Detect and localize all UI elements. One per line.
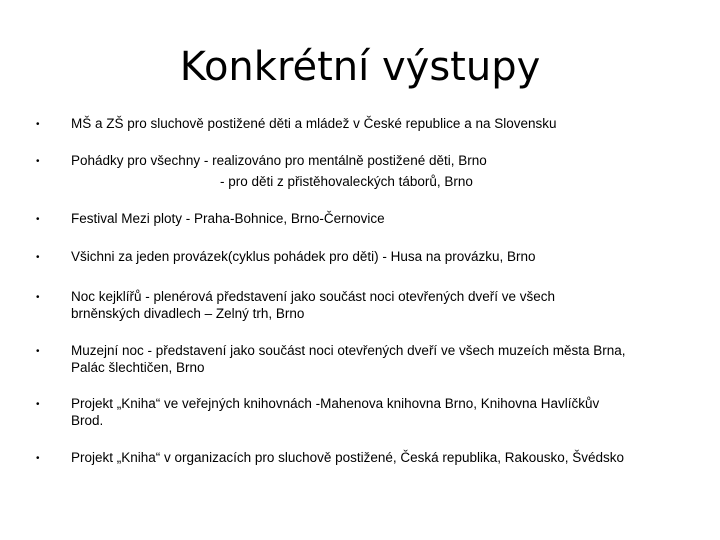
list-item-line: MŠ a ZŠ pro sluchově postižené děti a mládež v České republice a na Slovensku	[71, 116, 557, 131]
list-item-line: Brod.	[71, 413, 104, 428]
list-item-line: Všichni za jeden provázek(cyklus pohádek pro děti) - Husa na provázku, Brno	[71, 249, 536, 264]
bullet-icon: •	[36, 399, 40, 410]
list-item-line: Palác šlechtičen, Brno	[71, 360, 205, 375]
list-item-line: Muzejní noc - představení jako součást noci otevřených dveří ve všech muzeích města Brna,	[71, 343, 626, 358]
list-item-line: - pro děti z přistěhovaleckých táborů, Brno	[220, 174, 473, 189]
list-item-line: Festival Mezi ploty - Praha-Bohnice, Brno-Černovice	[71, 211, 385, 226]
bullet-icon: •	[36, 252, 40, 263]
bullet-icon: •	[36, 292, 40, 303]
list-item-text	[71, 342, 696, 376]
bullet-icon: •	[36, 453, 40, 464]
bullet-icon: •	[36, 214, 40, 225]
list-item-text	[71, 248, 696, 265]
list-item-text	[71, 210, 696, 227]
list-item-text	[71, 152, 696, 190]
bullet-icon: •	[36, 156, 40, 167]
list-item-line: Projekt „Kniha“ ve veřejných knihovnách -Mahenova knihovna Brno, Knihovna Havlíčkův	[71, 396, 600, 411]
list-item-line: Pohádky pro všechny - realizováno pro mentálně postižené děti, Brno	[71, 153, 487, 168]
bullet-icon: •	[36, 119, 40, 130]
list-item-text	[71, 395, 696, 429]
bullet-icon: •	[36, 346, 40, 357]
list-item-text	[71, 288, 696, 322]
list-item-text	[71, 449, 696, 466]
slide-title: Konkrétní výstupy	[179, 44, 541, 90]
list-item-line: brněnských divadlech – Zelný trh, Brno	[71, 306, 305, 321]
list-item-line: Noc kejklířů - plenérová představení jako součást noci otevřených dveří ve všech	[71, 289, 555, 304]
list-item-text	[71, 115, 696, 132]
list-item-line: Projekt „Kniha“ v organizacích pro sluchově postižené, Česká republika, Rakousko, Švédsko	[71, 450, 625, 465]
